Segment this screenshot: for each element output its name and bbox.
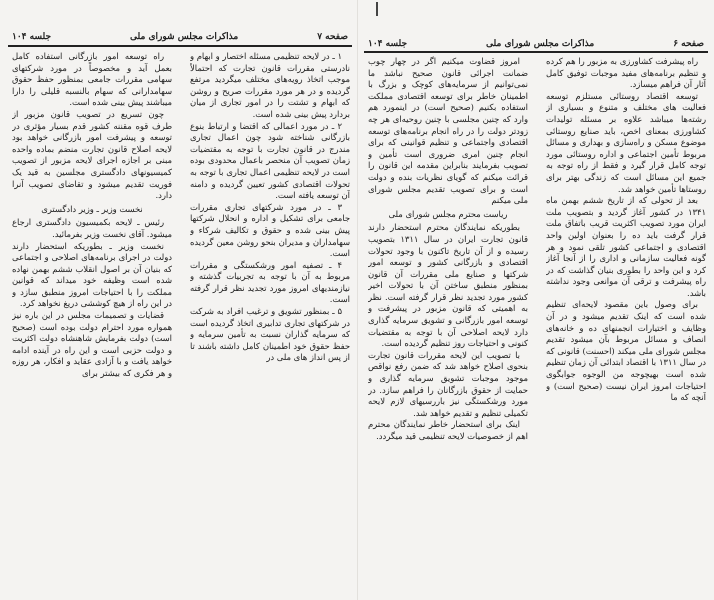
paragraph: رئیس ـ لایحه بکمیسیون دادگستری ارجاع میشود. آقای نخست وزیر بفرمائید. — [12, 217, 172, 239]
paragraph: چون تسریع در تصویب قانون مزبور از طرف قوه مقننه کشور قدم بسیار مؤثری در توسعه و پیشرفت امور بازرگانی خواهد بود لایحه اصلاح قانون تجارت منضم بماده واحده مبنی بر اجازه اجرای لایحه مزبور از تصویب کمیسیونهای دادگستری مجلسین به قید یک فوریت تقدیم میشود و تقاضای تصویب آنرا دارد. — [12, 108, 172, 201]
text-column-left — [368, 56, 528, 561]
page-number: صفحه ۶ — [673, 39, 704, 49]
text-column-left — [12, 51, 172, 561]
paragraph: ۴ ـ تصفیه امور ورشکستگی و مقررات مربوط به آن با توجه به تجربیات گذشته و نیازمندیهای امروز مورد تجدید نظر قرار گرفته است. — [190, 259, 350, 305]
running-title: مذاکرات مجلس شورای ملی — [486, 39, 595, 49]
paragraph: برای وصول باین مقصود لایحه‌ای تنظیم شده است که اینک تقدیم میشود و در آن وظایف و اختیارات انجمنهای ده و خانه‌های انصاف و مسائل مربوط بآن میشود تقدیم مجلس شورای ملی میکند (احسنت) قانونی که در سال ۱۳۱۱ با اقتصاد ابتدائی آن زمان تنظیم شده است بهیچوجه من الوجوه جوابگوی احتیاجات امروز ایران نیست (صحیح است) و آنچه که ما — [546, 299, 706, 403]
right-page — [364, 0, 708, 600]
paragraph: قضایات و تصمیمات مجلس در این باره نیز همواره مورد احترام دولت بوده است (صحیح است) دولت بفرمایش شاهنشاه دولت اکثریت و دولت حزبی است و این راه در آینده ادامه خواهد یافت و با آزادی عقاید و افکار، هر روزه و هر فکری که بیشتر برای — [12, 310, 172, 379]
text-column-right — [190, 51, 350, 561]
right-page-header — [364, 35, 708, 49]
paragraph: بعد از تحولی که از تاریخ ششم بهمن ماه ۱۳۴۱ در کشور آغاز گردید و بتصویب ملت ایران مورد تصویب اکثریت قریب باتفاق ملت قرار گرفت باید ده را بعنوان اولین واحد اقتصادی و اجتماعی کشور تلقی نمود و هر گونه فعالیت سازمانی و اداری را از آنجا آغاز کرد و این واحد را بطوری بنیان گذاشت که در راه پیشرفت و ترقی آن موانعی وجود نداشته باشد. — [546, 195, 706, 298]
header-rule — [8, 45, 352, 47]
left-page-header — [8, 28, 352, 42]
paragraph: ۵ ـ بمنظور تشویق و ترغیب افراد به شرکت در شرکتهای تجاری تدابیری اتخاذ گردیده است که سرمایه گذاران نسبت به تأمین سرمایه و حفظ حقوق خود اطمینان کامل داشته باشند تا از پس انداز های ملی در — [190, 306, 350, 363]
paragraph: ۲ ـ در مورد اعمالی که اقتضا و ارتباط بنوع بازرگانی شناخته شود چون اعمال تجاری مندرج در قانون تجارت با توجه به مقتضیات زمان تصویب آن منحصر باعمال محدودی بوده است در لایحه تنظیمی اعمال تجاری با توجه به تحولات اقتصادی کشور تعیین گردیده و دامنه آن توسعه یافته است. — [190, 120, 350, 201]
paragraph: راه پیشرفت کشاورزی به مزبور را هم کرده و تنظیم برنامه‌های مفید موجبات توفیق کامل آثار آن فراهم میسازد. — [546, 56, 706, 90]
signature-line: نخست وزیر ـ وزیر دادگستری — [41, 203, 143, 214]
header-rule — [364, 51, 708, 53]
page-spine — [357, 0, 358, 600]
letter-salutation: ریاست محترم مجلس شورای ملی — [388, 208, 508, 219]
paragraph: توسعه اقتصاد روستائی مستلزم توسعه فعالیت های مختلف و متنوع و بسیاری از رشته‌ها میباشد علاوه بر مسئله تولیدات کشاورزی بمعنای اخص، باید صنایع روستائی موضوع مسکن و راه‌سازی و بهداری و مسائل مربوط تأمین اجتماعی و اداره روستائی مورد توجه کامل قرار گیرد و فقط از راه توجه به جمیع این مسائل است که زندگی بهتر برای روستاها تأمین خواهد شد. — [546, 90, 706, 194]
paragraph: بطوریکه نمایندگان محترم استحضار دارند قانون تجارت ایران در سال ۱۳۱۱ بتصویب رسیده و از آن تاریخ تاکنون با وجود تحولات اقتصادی و بازرگانی کشور و توسعه امور شرکتها و صنایع ملی مقررات آن قانون بمنظور منطبق ساختن آن با تحولات اخیر کشور مورد تجدید نظر قرار گرفته است. نظر به اهمیتی که قانون مزبور در پیشرفت و توسعه امور بازرگانی و تشویق سرمایه گذاری دارد لایحه اصلاحی آن با توجه به مقتضیات کنونی و احتیاجات روز تنظیم گردیده است. — [368, 222, 528, 349]
left-page — [8, 0, 352, 600]
paragraph: راه توسعه امور بازرگانی استفاده کامل بعمل آید و مخصوصاً در مورد شرکتهای سهامی مقررات جامعی بمنظور حفظ حقوق سهامدارانی که سهام بالنسبه قلیلی را دارا میباشند پیش بینی شده است. — [12, 51, 172, 108]
paragraph: امروز قضاوت میکنیم اگر در چهار چوب ضمانت اجرائی قانون صحیح نباشد ما نمی‌توانیم از سرمایه‌های کوچک و بزرگ با اطمینان خاطر برای توسعه اقتصادی مملکت استفاده بکنیم (صحیح است) در اینمورد هم وارد که چنین مجلسی با چنین روحیه‌ای هر چه زودتر دولت را در راه انجام برنامه‌های توسعه اقتصادی واجتماعی و تنظیم قوانینی که برای انجام چنین امری ضروری است تأمین و تصویب بفرمایند بنابراین مقدمه این قانون را قرائت میکنم که گویای نظریات بنده و دولت است و برای تصویب تقدیم مجلس شورای ملی میکنم — [368, 56, 528, 206]
session-number: جلسه ۱۰۴ — [368, 39, 408, 49]
paragraph: نخست وزیر ـ بطوریکه استحضار دارند دولت در اجرای برنامه‌های اصلاحی و اجتماعی که بنیان آن بر اصول انقلاب ششم بهمن نهاده شده است وظیفه خود میداند که قوانین مملکت را با احتیاجات امروز منطبق سازد و در این راه از هیچ کوششی دریغ نخواهد کرد. — [12, 240, 172, 309]
paragraph: اینک برای استحضار خاطر نمایندگان محترم اهم از خصوصیات لایحه تنظیمی قید میگردد. — [368, 419, 528, 441]
page-number: صفحه ۷ — [317, 32, 348, 42]
running-title: مذاکرات مجلس شورای ملی — [130, 32, 239, 42]
paragraph: با تصویب این لایحه مقررات قانون تجارت بنحوی اصلاح خواهد شد که ضمن رفع نواقص موجود موجبات تشویق سرمایه گذاری و حمایت از حقوق بازرگانان را فراهم سازد. در مورد ورشکستگی نیز باررسیهای لازم لایحه تکمیلی تنظیم و تقدیم خواهد شد. — [368, 349, 528, 418]
session-number: جلسه ۱۰۴ — [12, 32, 52, 42]
text-column-right — [546, 56, 706, 561]
paragraph: ۳ ـ در مورد شرکتهای تجاری مقررات جامعی برای تشکیل و اداره و انحلال شرکتها پیش بینی شده و حقوق و تکالیف شرکاء و سهامداران و مدیران بنحو روشن معین گردیده است. — [190, 201, 350, 259]
paragraph: ۱ ـ در لایحه تنظیمی مسئله اختصار و ابهام و نادرستی مقررات قانون تجارت که احتمالاً موجب اتخاذ رویه‌های مختلف میگردید مرتفع گردیده و در هر مورد مقررات صریح و روشن که ابهام و تشتت را در امور تجاری از میان بردارد پیش بینی شده است. — [190, 51, 350, 119]
